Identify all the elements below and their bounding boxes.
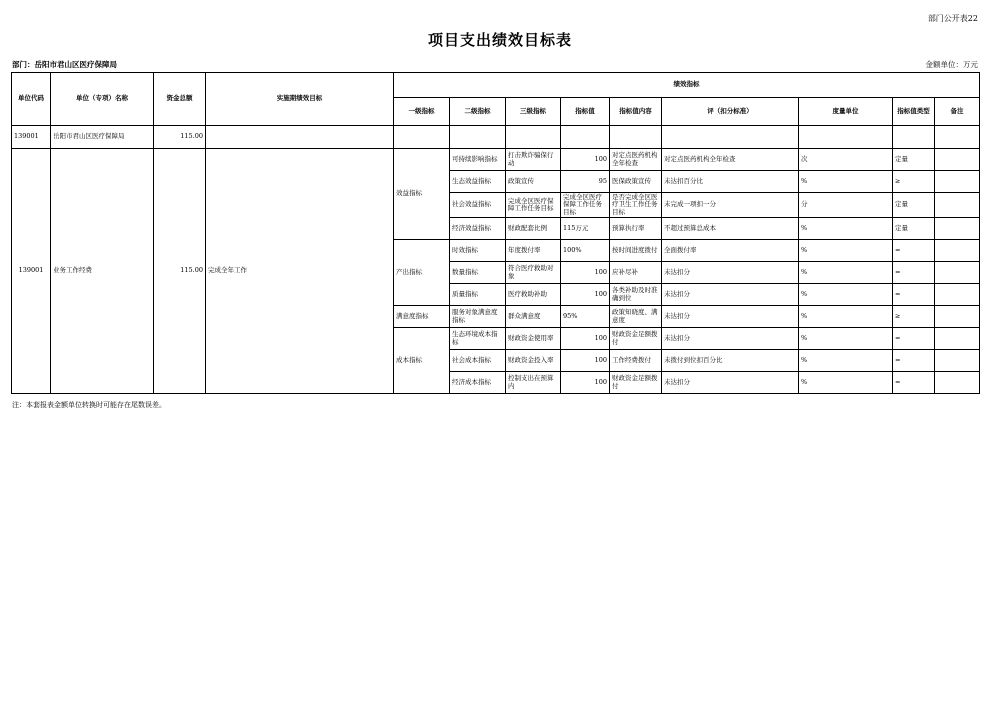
header-lvl2: 二级指标 — [450, 98, 506, 126]
department-label: 部门：岳阳市君山区医疗保障局 — [12, 60, 117, 69]
value-cell: 100 — [561, 350, 610, 372]
measure-cell: % — [799, 350, 893, 372]
lvl3-cell: 财政资金使用率 — [506, 328, 561, 350]
lvl3-cell: 医疗救助补助 — [506, 284, 561, 306]
remark-cell — [935, 218, 980, 240]
type-cell: = — [893, 240, 935, 262]
lvl2-cell: 质量指标 — [450, 284, 506, 306]
header-goal: 实施期绩效目标 — [206, 73, 394, 126]
lvl2-cell: 服务对象满意度指标 — [450, 306, 506, 328]
lvl2-cell: 可持续影响指标 — [450, 149, 506, 171]
measure-cell: % — [799, 306, 893, 328]
lvl3-cell: 符合医疗救助对象 — [506, 262, 561, 284]
content-cell: 财政资金足额拨付 — [610, 372, 662, 394]
remark-cell — [935, 193, 980, 218]
content-cell: 按时间进度拨付 — [610, 240, 662, 262]
value-cell: 115万元 — [561, 218, 610, 240]
type-cell: 定量 — [893, 149, 935, 171]
type-cell: = — [893, 262, 935, 284]
content-cell: 财政资金足额拨付 — [610, 328, 662, 350]
content-cell: 工作经费拨付 — [610, 350, 662, 372]
lvl3-cell: 财政资金投入率 — [506, 350, 561, 372]
value-cell: 100 — [561, 328, 610, 350]
value-cell: 100% — [561, 240, 610, 262]
type-cell: ≥ — [893, 171, 935, 193]
scoring-cell: 未达扣分 — [662, 328, 799, 350]
lvl3-cell: 打击欺诈骗保行动 — [506, 149, 561, 171]
type-cell: ≥ — [893, 306, 935, 328]
scoring-cell: 未达扣分 — [662, 372, 799, 394]
lvl3-cell: 完成全区医疗保障工作任务目标 — [506, 193, 561, 218]
content-cell: 医保政策宣传 — [610, 171, 662, 193]
indicator-row — [12, 149, 980, 171]
lvl2-cell: 经济成本指标 — [450, 372, 506, 394]
header-value: 指标值 — [561, 98, 610, 126]
header-remark: 备注 — [935, 98, 980, 126]
value-cell: 完成全区医疗保障工作任务目标 — [561, 193, 610, 218]
remark-cell — [935, 240, 980, 262]
lvl1-cell: 效益指标 — [394, 149, 450, 240]
lvl3-cell: 年度拨付率 — [506, 240, 561, 262]
header-unit-name: 单位（专项）名称 — [51, 73, 154, 126]
scoring-cell: 全面拨付率 — [662, 240, 799, 262]
project-code: 139001 — [12, 149, 51, 394]
lvl2-cell: 社会效益指标 — [450, 193, 506, 218]
measure-cell: % — [799, 372, 893, 394]
summary-name: 岳阳市君山区医疗保障局 — [51, 126, 154, 149]
header-lvl3: 三级指标 — [506, 98, 561, 126]
value-cell: 95 — [561, 171, 610, 193]
remark-cell — [935, 350, 980, 372]
remark-cell — [935, 171, 980, 193]
project-total: 115.00 — [154, 149, 206, 394]
type-cell: = — [893, 284, 935, 306]
scoring-cell: 未拨付到位扣百分比 — [662, 350, 799, 372]
type-cell: 定量 — [893, 218, 935, 240]
content-cell: 预算执行率 — [610, 218, 662, 240]
lvl2-cell: 生态环境成本指标 — [450, 328, 506, 350]
lvl1-cell: 产出指标 — [394, 240, 450, 306]
measure-cell: 次 — [799, 149, 893, 171]
performance-table — [11, 72, 980, 394]
content-cell: 各类补助及时准确到位 — [610, 284, 662, 306]
footnote: 注：本套报表金额单位转换时可能存在尾数误差。 — [12, 401, 166, 409]
lvl2-cell: 生态效益指标 — [450, 171, 506, 193]
type-cell: = — [893, 372, 935, 394]
remark-cell — [935, 328, 980, 350]
header-perf: 绩效指标 — [394, 73, 980, 98]
scoring-cell: 未达扣分 — [662, 306, 799, 328]
remark-cell — [935, 149, 980, 171]
content-cell: 政策知晓度、满意度 — [610, 306, 662, 328]
lvl2-cell: 经济效益指标 — [450, 218, 506, 240]
header-type: 指标值类型 — [893, 98, 935, 126]
scoring-cell: 未达扣百分比 — [662, 171, 799, 193]
remark-cell — [935, 372, 980, 394]
content-cell: 应补尽补 — [610, 262, 662, 284]
header-measure: 度量单位 — [799, 98, 893, 126]
header-total: 资金总额 — [154, 73, 206, 126]
scoring-cell: 未达扣分 — [662, 262, 799, 284]
measure-cell: % — [799, 328, 893, 350]
measure-cell: % — [799, 262, 893, 284]
lvl3-cell: 控制支出在预算内 — [506, 372, 561, 394]
header-scoring: 评（扣分标准） — [662, 98, 799, 126]
value-cell: 100 — [561, 149, 610, 171]
value-cell: 100 — [561, 372, 610, 394]
summary-total: 115.00 — [154, 126, 206, 149]
header-unit-code: 单位代码 — [12, 73, 51, 126]
lvl2-cell: 时效指标 — [450, 240, 506, 262]
measure-cell: % — [799, 171, 893, 193]
page-title: 项目支出绩效目标表 — [427, 31, 572, 49]
project-goal: 完成全年工作 — [206, 149, 394, 394]
scoring-cell: 未完成一项扣一分 — [662, 193, 799, 218]
type-cell: 定量 — [893, 193, 935, 218]
content-cell: 是否完成全区医疗卫生工作任务目标 — [610, 193, 662, 218]
header-lvl1: 一级指标 — [394, 98, 450, 126]
project-name: 业务工作经费 — [51, 149, 154, 394]
remark-cell — [935, 262, 980, 284]
measure-cell: % — [799, 218, 893, 240]
corner-label: 部门公开表22 — [927, 14, 978, 23]
lvl1-cell: 成本指标 — [394, 328, 450, 394]
remark-cell — [935, 284, 980, 306]
content-cell: 对定点医药机构全年检查 — [610, 149, 662, 171]
amount-unit-label: 金额单位：万元 — [925, 60, 978, 69]
lvl1-cell: 满意度指标 — [394, 306, 450, 328]
value-cell: 100 — [561, 262, 610, 284]
measure-cell: % — [799, 284, 893, 306]
lvl3-cell: 政策宣传 — [506, 171, 561, 193]
scoring-cell: 未达扣分 — [662, 284, 799, 306]
scoring-cell: 对定点医药机构全年检查 — [662, 149, 799, 171]
lvl3-cell: 群众满意度 — [506, 306, 561, 328]
lvl3-cell: 财政配套比例 — [506, 218, 561, 240]
remark-cell — [935, 306, 980, 328]
lvl2-cell: 数量指标 — [450, 262, 506, 284]
type-cell: = — [893, 328, 935, 350]
lvl2-cell: 社会成本指标 — [450, 350, 506, 372]
type-cell: = — [893, 350, 935, 372]
header-content: 指标值内容 — [610, 98, 662, 126]
value-cell: 95% — [561, 306, 610, 328]
value-cell: 100 — [561, 284, 610, 306]
measure-cell: 分 — [799, 193, 893, 218]
scoring-cell: 不超过预算总成本 — [662, 218, 799, 240]
summary-code: 139001 — [12, 126, 51, 149]
measure-cell: % — [799, 240, 893, 262]
summary-row — [12, 126, 980, 149]
